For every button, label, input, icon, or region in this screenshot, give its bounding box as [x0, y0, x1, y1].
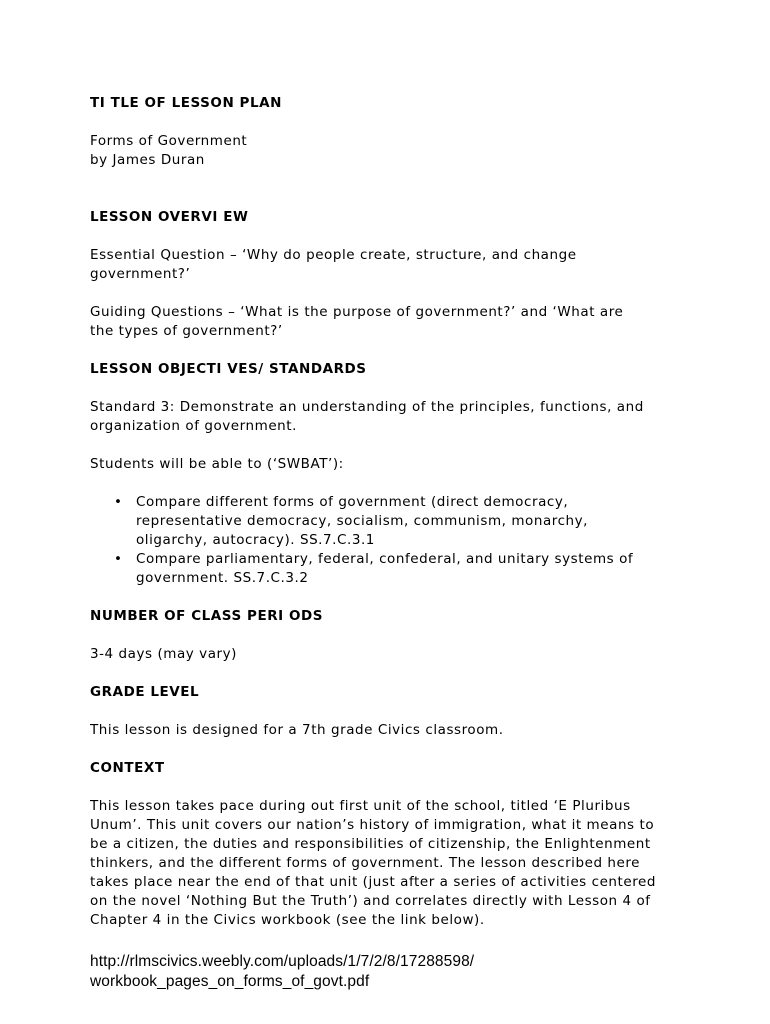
- essential-question-line: Essential Question – ‘Why do people create, structure, and change: [90, 247, 577, 263]
- context-paragraph: [90, 797, 690, 930]
- objectives-heading: LESSON OBJECTI VES/ STANDARDS: [90, 361, 367, 377]
- guiding-questions: [90, 303, 690, 341]
- title-heading: TI TLE OF LESSON PLAN: [90, 95, 282, 111]
- workbook-link-line[interactable]: http://rlmscivics.weebly.com/uploads/1/7/2/8/17288598/: [90, 953, 475, 970]
- objective-item: [90, 493, 690, 550]
- lesson-title-block: [90, 132, 690, 170]
- standard-line: organization of government.: [90, 418, 297, 434]
- workbook-link[interactable]: [90, 952, 690, 992]
- periods-text: 3-4 days (may vary): [90, 646, 237, 662]
- overview-heading: LESSON OVERVI EW: [90, 209, 249, 225]
- objective-item: [90, 550, 690, 588]
- context-line: thinkers, and the different forms of government. The lesson described here: [90, 855, 641, 871]
- bullet-icon: •: [114, 494, 123, 510]
- swbat-intro: Students will be able to (‘SWBAT’):: [90, 456, 344, 472]
- objective-line: oligarchy, autocracy). SS.7.C.3.1: [136, 532, 375, 548]
- objective-line: government. SS.7.C.3.2: [136, 570, 309, 586]
- objective-line: Compare parliamentary, federal, confederal, and unitary systems of: [136, 551, 634, 567]
- guiding-questions-line: the types of government?’: [90, 323, 283, 339]
- grade-text: This lesson is designed for a 7th grade Civics classroom.: [90, 722, 504, 738]
- essential-question: [90, 246, 690, 284]
- guiding-questions-line: Guiding Questions – ‘What is the purpose of government?’ and ‘What are: [90, 304, 624, 320]
- context-line: Unum’. This unit covers our nation’s history of immigration, what it means to: [90, 817, 655, 833]
- standard-paragraph: [90, 398, 690, 436]
- spacer: [90, 189, 690, 208]
- objective-line: representative democracy, socialism, communism, monarchy,: [136, 513, 589, 529]
- workbook-link-line[interactable]: workbook_pages_on_forms_of_govt.pdf: [90, 973, 370, 990]
- bullet-icon: •: [114, 551, 123, 567]
- standard-line: Standard 3: Demonstrate an understanding of the principles, functions, and: [90, 399, 644, 415]
- author-line: by James Duran: [90, 152, 205, 168]
- periods-heading: NUMBER OF CLASS PERI ODS: [90, 608, 324, 624]
- grade-heading: GRADE LEVEL: [90, 684, 200, 700]
- objective-line: Compare different forms of government (direct democracy,: [136, 494, 569, 510]
- document-page: [90, 94, 690, 992]
- context-line: This lesson takes pace during out first unit of the school, titled ‘E Pluribus: [90, 798, 631, 814]
- essential-question-line: government?’: [90, 266, 191, 282]
- context-line: on the novel ‘Nothing But the Truth’) and correlates directly with Lesson 4 of: [90, 893, 651, 909]
- context-line: be a citizen, the duties and responsibilities of citizenship, the Enlightenment: [90, 836, 651, 852]
- context-heading: CONTEXT: [90, 760, 165, 776]
- context-line: Chapter 4 in the Civics workbook (see the link below).: [90, 912, 485, 928]
- context-line: takes place near the end of that unit (just after a series of activities centered: [90, 874, 657, 890]
- lesson-title: Forms of Government: [90, 133, 248, 149]
- objectives-list: [90, 493, 690, 588]
